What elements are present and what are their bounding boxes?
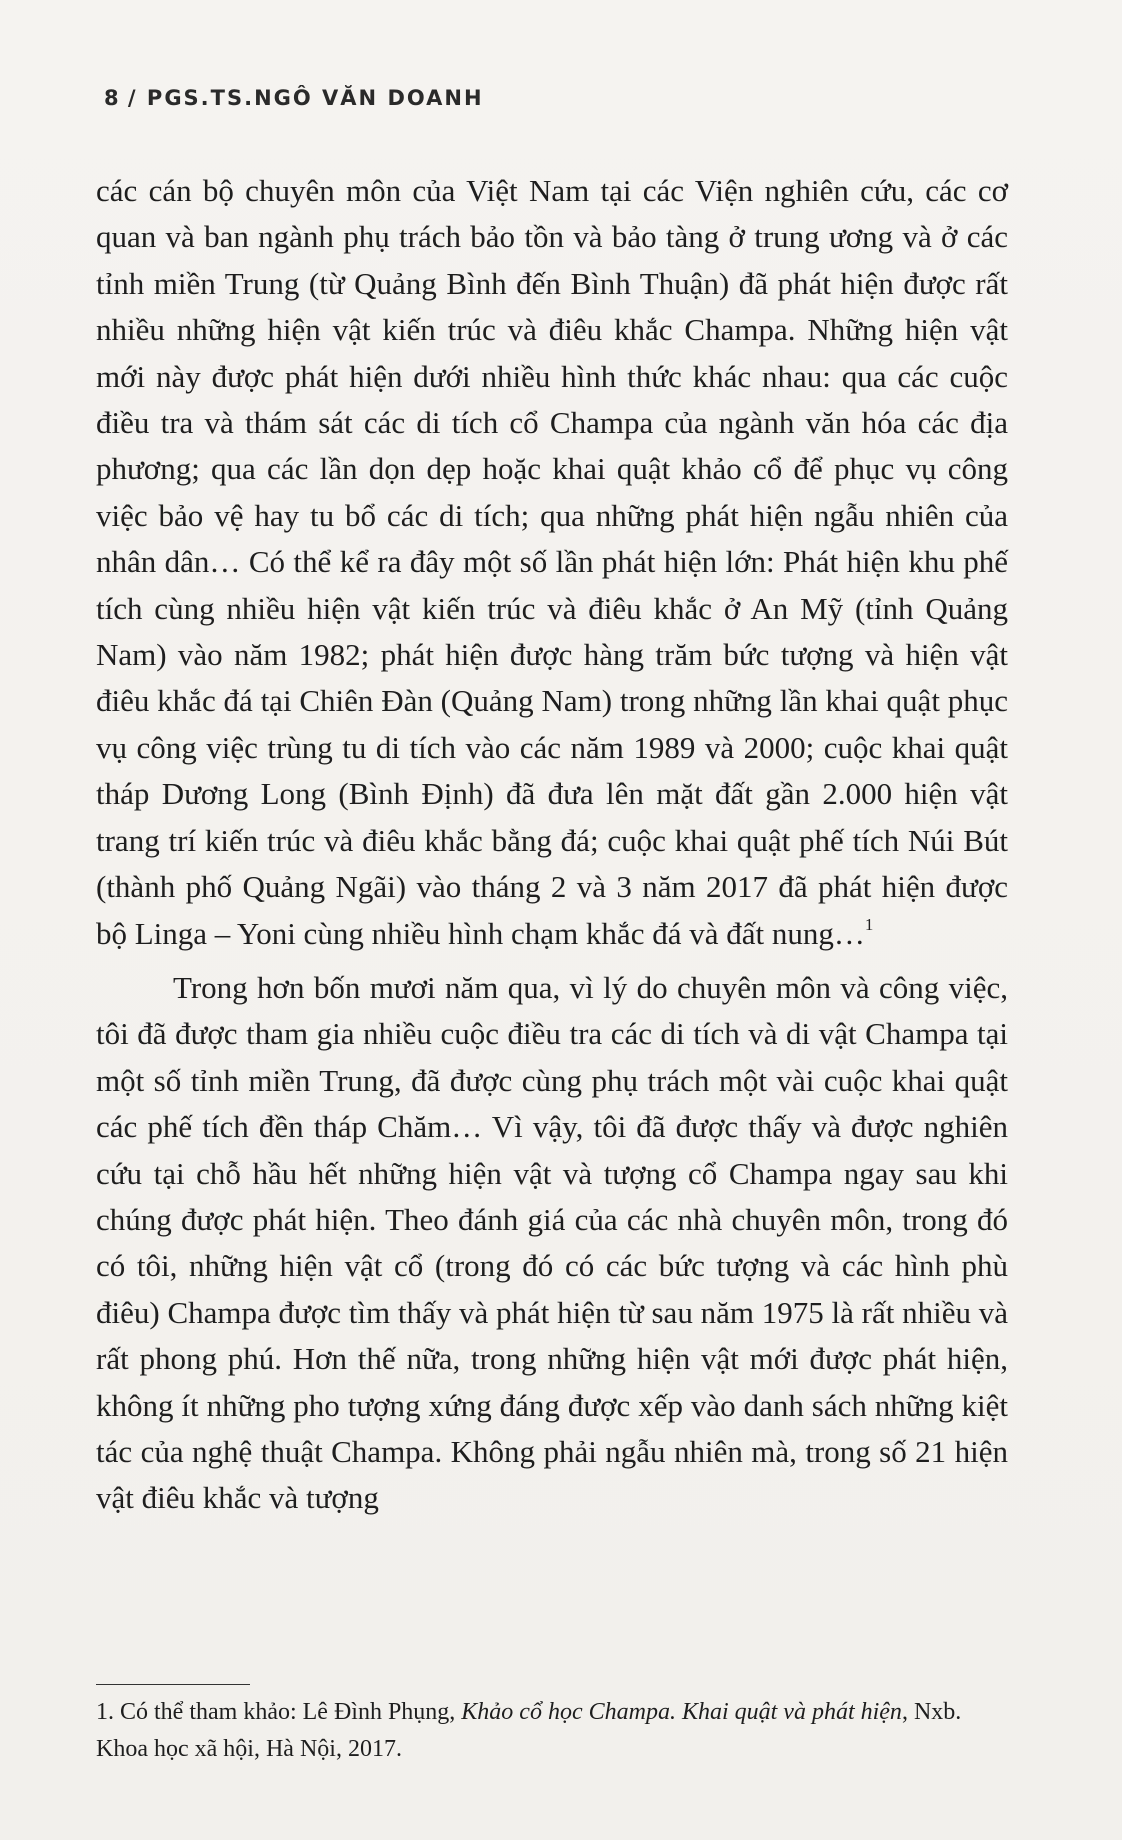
paragraph-1 xyxy=(96,168,1008,957)
footnote-book-title: Khảo cổ học Champa. Khai quật và phát hiện xyxy=(461,1699,902,1725)
footnote-divider xyxy=(96,1684,250,1685)
footnote-prefix: Có thể tham khảo: Lê Đình Phụng, xyxy=(114,1699,462,1725)
page-number: 8 xyxy=(104,86,119,110)
header-author: PGS.TS.NGÔ VĂN DOANH xyxy=(146,86,484,110)
paragraph-2-text: Trong hơn bốn mươi năm qua, vì lý do chuyên môn và công việc, tôi đã được tham gia nhiều cuộc điều tra các di tích và di vật Champa tại một số tỉnh miền Trung, đã được cùng phụ trách một vài cuộc khai quật các phế tích đền tháp Chăm… Vì vậy, tôi đã được thấy và được nghiên cứu tại chỗ hầu hết những hiện vật và tượng cổ Champa ngay sau khi chúng được phát hiện. Theo đánh giá của các nhà chuyên môn, trong đó có tôi, những hiện vật cổ (trong đó có các bức tượng và các hình phù điêu) Champa được tìm thấy và phát hiện từ sau năm 1975 là rất nhiều và rất phong phú. Hơn thế nữa, trong những hiện vật mới được phát hiện, không ít những pho tượng xứng đáng được xếp vào danh sách những kiệt tác của nghệ thuật Champa. Không phải ngẫu nhiên mà, trong số 21 hiện vật điêu khắc và tượng xyxy=(96,969,1008,1516)
header-separator: / xyxy=(118,86,147,110)
footnote-number: 1. xyxy=(96,1699,114,1725)
running-header xyxy=(104,86,484,110)
footnote xyxy=(96,1694,1008,1768)
footnote-reference[interactable]: 1 xyxy=(864,914,874,934)
paragraph-1-text: các cán bộ chuyên môn của Việt Nam tại các Viện nghiên cứu, các cơ quan và ban ngành phụ trách bảo tồn và bảo tàng ở trung ương và ở các tỉnh miền Trung (từ Quảng Bình đến Bình Thuận) đã phát hiện được rất nhiều những hiện vật kiến trúc và điêu khắc Champa. Những hiện vật mới này được phát hiện dưới nhiều hình thức khác nhau: qua các cuộc điều tra và thám sát các di tích cổ Champa của ngành văn hóa các địa phương; qua các lần dọn dẹp hoặc khai quật khảo cổ để phục vụ công việc bảo vệ hay tu bổ các di tích; qua những phát hiện ngẫu nhiên của nhân dân… Có thể kể ra đây một số lần phát hiện lớn: Phát hiện khu phế tích cùng nhiều hiện vật kiến trúc và điêu khắc ở An Mỹ (tỉnh Quảng Nam) vào năm 1982; phát hiện được hàng trăm bức tượng và hiện vật điêu khắc đá tại Chiên Đàn (Quảng Nam) trong những lần khai quật phục vụ công việc trùng tu di tích vào các năm 1989 và 2000; cuộc khai quật tháp Dương Long (Bình Định) đã đưa lên mặt đất gần 2.000 hiện vật trang trí kiến trúc và điêu khắc bằng đá; cuộc khai quật phế tích Núi Bút (thành phố Quảng Ngãi) vào tháng 2 và 3 năm 2017 đã phát hiện được bộ Linga – Yoni cùng nhiều hình chạm khắc đá và đất nung… xyxy=(96,173,1008,951)
footnote-suffix: , Nxb. Khoa học xã hội, Hà Nội, 2017. xyxy=(96,1699,962,1762)
main-text xyxy=(96,168,1008,1522)
paragraph-2 xyxy=(96,965,1008,1522)
